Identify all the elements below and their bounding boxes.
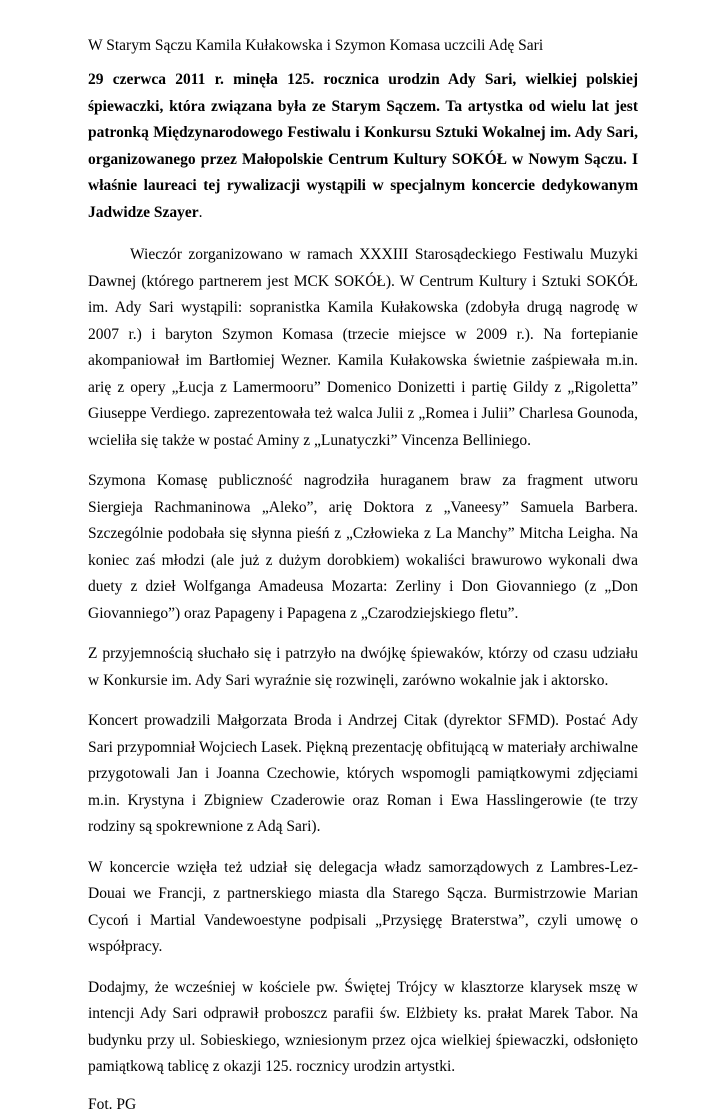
photo-credit: Fot. PG bbox=[88, 1095, 137, 1113]
article-title: W Starym Sączu Kamila Kułakowska i Szymon Komasa uczcili Adę Sari bbox=[88, 37, 544, 54]
article-paragraph-1: Wieczór zorganizowano w ramach XXXIII Starosądeckiego Festiwalu Muzyki Dawnej (którego partnerem jest MCK SOKÓŁ). W Centrum Kultury i Sztuki SOKÓŁ im. Ady Sari wystąpili: sopranistka Kamila Kułakowska (zdobyła drugą nagrodę w 2007 r.) i baryton Szymon Komasa (trzecie miejsce w 2009 r.). Na fortepianie akompaniował im Bartłomiej Wezner. Kamila Kułakowska świetnie zaśpiewała m.in. arię z opery „Łucja z Lamermooru” Domenico Donizetti i partię Gildy z „Rigoletta” Giuseppe Verdiego. zaprezentowała też walca Julii z „Romea i Julii” Charlesa Gounoda, wcieliła się także w postać Aminy z „Lunatyczki” Vincenza Belliniego. bbox=[88, 246, 638, 449]
article-paragraph-2: Szymona Komasę publiczność nagrodziła huraganem braw za fragment utworu Siergieja Rachmaninowa „Aleko”, arię Doktora z „Vaneesy” Samuela Barbera. Szczególnie podobała się słynna pieśń z „Człowieka z La Manchy” Mitcha Leigha. Na koniec zaś młodzi (ale już z dużym dorobkiem) wokaliści brawurowo wykonali dwa duety z dzieł Wolfganga Amadeusa Mozarta: Zerliny i Don Giovanniego (z „Don Giovanniego”) oraz Papageny i Papagena z „Czarodziejskiego fletu”. bbox=[88, 472, 638, 622]
document-page bbox=[88, 36, 638, 1115]
article-paragraph-5: W koncercie wzięła też udział się delegacja władz samorządowych z Lambres-Lez-Douai we Francji, z partnerskiego miasta dla Starego Sącza. Burmistrzowie Marian Cycoń i Martial Vandewoestyne podpisali „Przysięgę Braterstwa”, czyli umowę o współpracy. bbox=[88, 858, 638, 955]
article-lead bbox=[88, 67, 638, 226]
article-paragraph-6: Dodajmy, że wcześniej w kościele pw. Świętej Trójcy w klasztorze klarysek mszę w intencji Ady Sari odprawił proboszcz parafii św. Elżbiety ks. prałat Marek Tabor. Na budynku przy ul. Sobieskiego, wzniesionym przez ojca wielkiej śpiewaczki, odsłonięto pamiątkową tablicę z okazji 125. rocznicy urodzin artystki. bbox=[88, 978, 638, 1075]
article-lead-text: 29 czerwca 2011 r. minęła 125. rocznica urodzin Ady Sari, wielkiej polskiej śpiewaczki, która związana była ze Starym Sączem. Ta artystka od wielu lat jest patronką Międzynarodowego Festiwalu i Konkursu Sztuki Wokalnej im. Ady Sari, organizowanego przez Małopolskie Centrum Kultury SOKÓŁ w Nowym Sączu. I właśnie laureaci tej rywalizacji wystąpili w specjalnym koncercie dedykowanym Jadwidze Szayer bbox=[88, 71, 638, 221]
article-lead-end: . bbox=[198, 203, 203, 221]
article-paragraph-4: Koncert prowadzili Małgorzata Broda i Andrzej Citak (dyrektor SFMD). Postać Ady Sari przypomniał Wojciech Lasek. Piękną prezentację obfitującą w materiały archiwalne przygotowali Jan i Joanna Czechowie, których wspomogli pamiątkowymi zdjęciami m.in. Krystyna i Zbigniew Czaderowie oraz Roman i Ewa Hasslingerowie (te trzy rodziny są spokrewnione z Adą Sari). bbox=[88, 712, 638, 835]
article-paragraph-3: Z przyjemnością słuchało się i patrzyło na dwójkę śpiewaków, którzy od czasu udziału w Konkursie im. Ady Sari wyraźnie się rozwinęli, zarówno wokalnie jak i aktorsko. bbox=[88, 645, 638, 689]
